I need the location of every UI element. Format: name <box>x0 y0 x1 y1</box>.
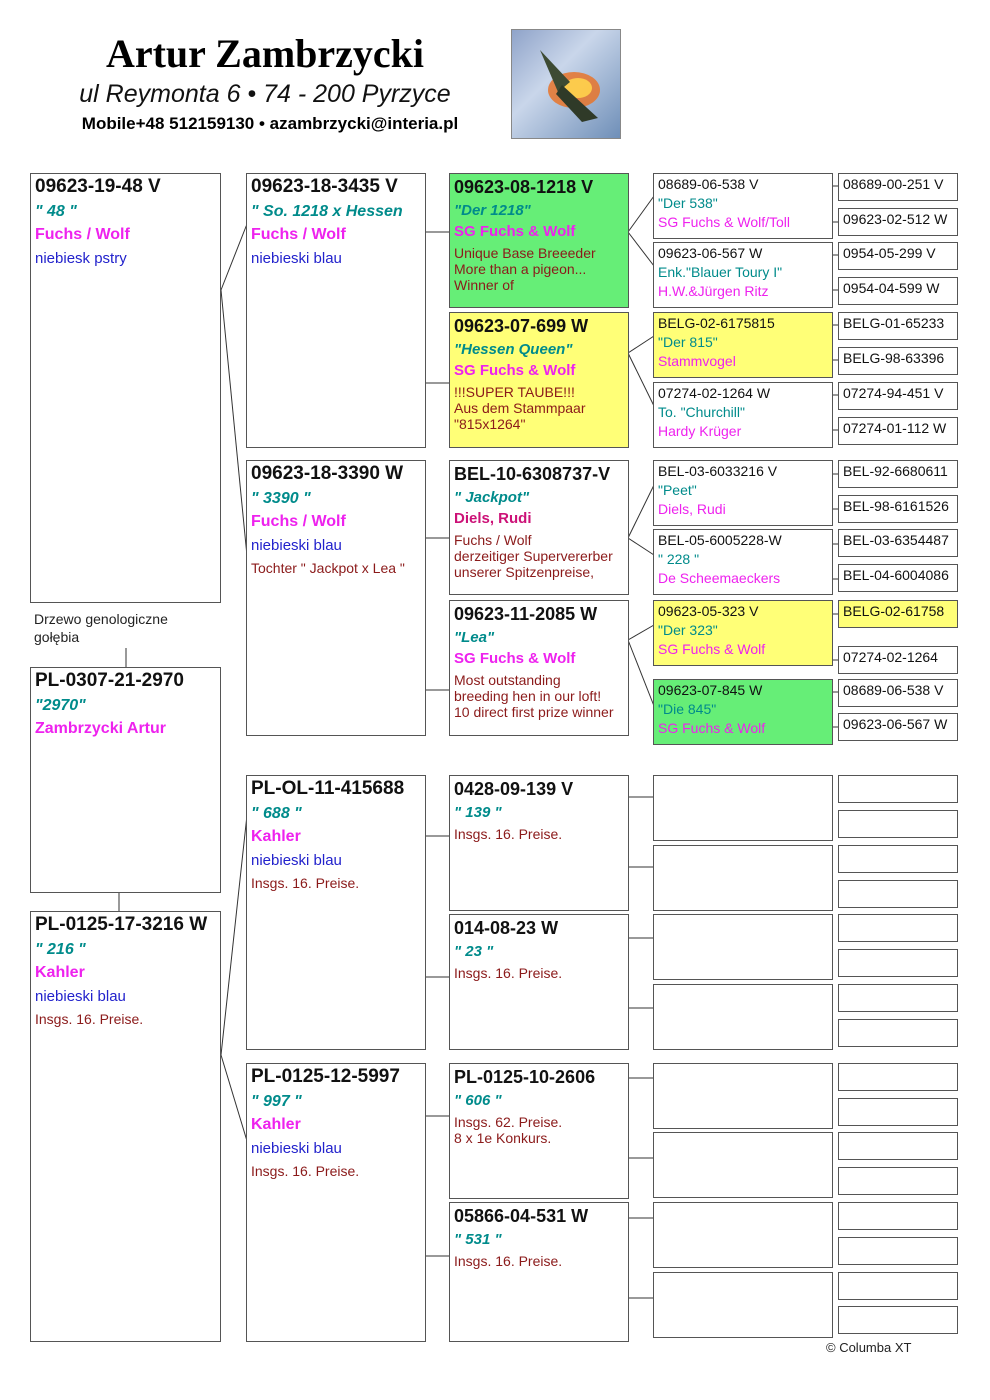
ring-number: BEL-92-6680611 <box>843 463 948 479</box>
ancestor-ring-card <box>838 600 958 628</box>
ancestor-ring-card <box>838 347 958 375</box>
breeder: SG Fuchs & Wolf <box>658 641 766 657</box>
ancestor-card <box>653 529 833 595</box>
ancestor-card <box>653 173 833 239</box>
empty-ancestor-ring-card <box>838 1167 958 1195</box>
great-grandparent-card <box>449 914 629 1050</box>
breeder: SG Fuchs & Wolf/Toll <box>658 214 791 230</box>
grandparent-dd-card <box>246 1063 426 1342</box>
empty-ancestor-ring-card <box>838 1306 958 1334</box>
ring-number: 09623-06-567 W <box>843 716 948 732</box>
breeder: Fuchs / Wolf <box>251 513 346 530</box>
ancestor-ring-card <box>838 417 958 445</box>
pigeon-name: "Der 1218" <box>454 202 531 219</box>
breeder: Kahler <box>251 1116 301 1133</box>
ancestor-ring-card <box>838 173 958 201</box>
ancestor-ring-card <box>838 495 958 523</box>
pigeon-name: " 48 " <box>35 203 77 220</box>
pigeon-name: "Hessen Queen" <box>454 341 573 358</box>
pigeon-name: "Die 845" <box>658 701 717 717</box>
owner-contact: Mobile+48 512159130 • azambrzycki@interia.pl <box>81 114 459 133</box>
ring-number: PL-OL-11-415688 <box>251 778 405 799</box>
ring-number: BEL-98-6161526 <box>843 498 949 514</box>
grandparent-ds-card <box>246 775 426 1050</box>
ring-number: 0428-09-139 V <box>454 779 574 799</box>
ancestor-ring-card <box>838 208 958 236</box>
pigeon-name: " 228 " <box>658 551 700 567</box>
ring-number: BEL-10-6308737-V <box>454 464 611 484</box>
ancestor-ring-card <box>838 460 958 488</box>
empty-ancestor-ring-card <box>838 775 958 803</box>
breeder: SG Fuchs & Wolf <box>454 223 576 240</box>
pigeon-note: Insgs. 62. Preise. 8 x 1e Konkurs. <box>454 1114 563 1147</box>
ring-number: BEL-05-6005228-W <box>658 532 782 548</box>
empty-ancestor-ring-card <box>838 1272 958 1300</box>
ring-number: 014-08-23 W <box>454 918 559 938</box>
ring-number: 08689-06-538 V <box>843 682 944 698</box>
empty-ancestor-card <box>653 1063 833 1129</box>
pigeon-note: !!!SUPER TAUBE!!! Aus dem Stammpaar "815x1264" <box>454 384 586 433</box>
empty-ancestor-ring-card <box>838 880 958 908</box>
sire-card <box>30 173 221 603</box>
pigeon-name: "Lea" <box>454 629 495 646</box>
empty-ancestor-card <box>653 775 833 841</box>
great-grandparent-card <box>449 312 629 448</box>
ring-number: 05866-04-531 W <box>454 1206 589 1226</box>
ring-number: BEL-04-6004086 <box>843 567 949 583</box>
pigeon-note: Unique Base Breeeder More than a pigeon... Winner of <box>454 245 596 294</box>
ring-number: BEL-03-6354487 <box>843 532 949 548</box>
empty-ancestor-card <box>653 1202 833 1268</box>
breeder: Kahler <box>35 964 85 981</box>
ring-number: 07274-01-112 W <box>843 420 947 436</box>
plumage-color: niebieski blau <box>251 852 342 869</box>
dam-card <box>30 911 221 1342</box>
ring-number: 09623-19-48 V <box>35 176 161 197</box>
breeder: SG Fuchs & Wolf <box>454 362 576 379</box>
pigeon-name: "Der 323" <box>658 622 718 638</box>
pigeon-name: "Der 815" <box>658 334 718 350</box>
ancestor-card <box>653 460 833 526</box>
ring-number: 09623-08-1218 V <box>454 177 594 197</box>
great-grandparent-card <box>449 1063 629 1199</box>
ring-number: 07274-94-451 V <box>843 385 944 401</box>
plumage-color: niebieski blau <box>251 1140 342 1157</box>
pigeon-note: Fuchs / Wolf derzeitiger Supervererber unserer Spitzenpreise, <box>454 532 613 581</box>
plumage-color: niebieski blau <box>35 988 126 1005</box>
ring-number: 0954-04-599 W <box>843 280 940 296</box>
plumage-color: niebieski blau <box>251 250 342 267</box>
ancestor-card <box>653 600 833 666</box>
ring-number: 08689-00-251 V <box>843 176 944 192</box>
breeder: Fuchs / Wolf <box>251 226 346 243</box>
ancestor-card <box>653 312 833 378</box>
ring-number: 09623-06-567 W <box>658 245 763 261</box>
pigeon-name: To. "Churchill" <box>658 404 745 420</box>
breeder: Fuchs / Wolf <box>35 226 130 243</box>
breeder: SG Fuchs & Wolf <box>658 720 766 736</box>
ring-number: PL-0125-10-2606 <box>454 1067 596 1087</box>
plumage-color: niebieski blau <box>251 537 342 554</box>
great-grandparent-card <box>449 600 629 736</box>
ring-number: BELG-98-63396 <box>843 350 945 366</box>
ancestor-card <box>653 679 833 745</box>
empty-ancestor-card <box>653 845 833 911</box>
breeder: De Scheemaeckers <box>658 570 781 586</box>
pigeon-name: " 606 " <box>454 1092 502 1109</box>
ancestor-ring-card <box>838 277 958 305</box>
ring-number: 07274-02-1264 <box>843 649 938 665</box>
ring-number: 09623-18-3390 W <box>251 463 404 484</box>
great-grandparent-card <box>449 1202 629 1342</box>
pigeon-note: Insgs. 16. Preise. <box>251 875 360 891</box>
empty-ancestor-card <box>653 1272 833 1338</box>
breeder: SG Fuchs & Wolf <box>454 650 576 667</box>
empty-ancestor-ring-card <box>838 984 958 1012</box>
owner-address: ul Reymonta 6 • 74 - 200 Pyrzyce <box>79 80 451 108</box>
ring-number: BELG-02-6175815 <box>658 315 775 331</box>
ancestor-ring-card <box>838 564 958 592</box>
ring-number: 09623-07-845 W <box>658 682 763 698</box>
copyright-footer: © Columba XT <box>826 1340 912 1355</box>
empty-ancestor-ring-card <box>838 810 958 838</box>
grandparent-ss-card <box>246 173 426 448</box>
pigeon-note: Insgs. 16. Preise. <box>454 1253 563 1269</box>
grandparent-sd-card <box>246 460 426 736</box>
pedigree-caption: Drzewo genologiczne gołębia <box>34 611 168 646</box>
empty-ancestor-card <box>653 914 833 980</box>
ring-number: 09623-05-323 V <box>658 603 759 619</box>
pigeon-note: Insgs. 16. Preise. <box>35 1011 144 1027</box>
ancestor-ring-card <box>838 382 958 410</box>
ring-number: 0954-05-299 V <box>843 245 936 261</box>
breeder: Stammvogel <box>658 353 736 369</box>
pigeon-note: Most outstanding breeding hen in our loft! 10 direct first prize winner <box>454 672 614 721</box>
empty-ancestor-ring-card <box>838 949 958 977</box>
breeder: Diels, Rudi <box>454 510 532 527</box>
ancestor-ring-card <box>838 679 958 707</box>
empty-ancestor-ring-card <box>838 1202 958 1230</box>
empty-ancestor-ring-card <box>838 1063 958 1091</box>
pigeon-name: " 3390 " <box>251 490 311 507</box>
pigeon-name: " 139 " <box>454 804 502 821</box>
ring-number: PL-0125-12-5997 <box>251 1066 400 1087</box>
breeder: Hardy Krüger <box>658 423 742 439</box>
empty-ancestor-ring-card <box>838 1132 958 1160</box>
pigeon-name: " So. 1218 x Hessen <box>251 203 403 220</box>
pigeon-name: " 688 " <box>251 805 302 822</box>
pigeon-name: " Jackpot" <box>454 489 530 506</box>
empty-ancestor-ring-card <box>838 1237 958 1265</box>
ancestor-ring-card <box>838 242 958 270</box>
ancestor-ring-card <box>838 529 958 557</box>
ancestor-card <box>653 242 833 308</box>
great-grandparent-card <box>449 460 629 595</box>
ancestor-ring-card <box>838 646 958 674</box>
ancestor-ring-card <box>838 312 958 340</box>
breeder: H.W.&Jürgen Ritz <box>658 283 769 299</box>
pigeon-name: Enk."Blauer Toury I" <box>658 264 783 280</box>
empty-ancestor-ring-card <box>838 1019 958 1047</box>
empty-ancestor-card <box>653 984 833 1050</box>
ancestor-ring-card <box>838 713 958 741</box>
great-grandparent-card <box>449 173 629 308</box>
pigeon-name: " 216 " <box>35 941 86 958</box>
breeder: Zambrzycki Artur <box>35 720 166 737</box>
pigeon-note: Insgs. 16. Preise. <box>251 1163 360 1179</box>
pigeon-name: " 23 " <box>454 943 494 960</box>
ring-number: 09623-11-2085 W <box>454 604 598 624</box>
breeder: Diels, Rudi <box>658 501 726 517</box>
subject-pigeon-card <box>30 667 221 893</box>
ring-number: BELG-01-65233 <box>843 315 945 331</box>
pigeon-name: "Der 538" <box>658 195 718 211</box>
pigeon-note: Tochter " Jackpot x Lea " <box>251 560 405 576</box>
ancestor-card <box>653 382 833 448</box>
ring-number: 09623-07-699 W <box>454 316 589 336</box>
pigeon-name: " 531 " <box>454 1231 502 1248</box>
pigeon-note: Insgs. 16. Preise. <box>454 826 563 842</box>
empty-ancestor-ring-card <box>838 914 958 942</box>
empty-ancestor-ring-card <box>838 1098 958 1126</box>
ring-number: PL-0307-21-2970 <box>35 670 184 691</box>
ring-number: 09623-02-512 W <box>843 211 948 227</box>
pigeon-note: Insgs. 16. Preise. <box>454 965 563 981</box>
great-grandparent-card <box>449 775 629 911</box>
ring-number: BEL-03-6033216 V <box>658 463 778 479</box>
owner-name: Artur Zambrzycki <box>105 31 425 76</box>
breeder: Kahler <box>251 828 301 845</box>
ring-number: PL-0125-17-3216 W <box>35 914 208 935</box>
ring-number: BELG-02-61758 <box>843 603 945 619</box>
plumage-color: niebiesk pstry <box>35 250 127 267</box>
ring-number: 07274-02-1264 W <box>658 385 771 401</box>
pigeon-name: "2970" <box>35 697 86 714</box>
empty-ancestor-ring-card <box>838 845 958 873</box>
ring-number: 08689-06-538 V <box>658 176 759 192</box>
pigeon-name: "Peet" <box>658 482 697 498</box>
ring-number: 09623-18-3435 V <box>251 176 398 197</box>
empty-ancestor-card <box>653 1132 833 1198</box>
pigeon-name: " 997 " <box>251 1093 302 1110</box>
